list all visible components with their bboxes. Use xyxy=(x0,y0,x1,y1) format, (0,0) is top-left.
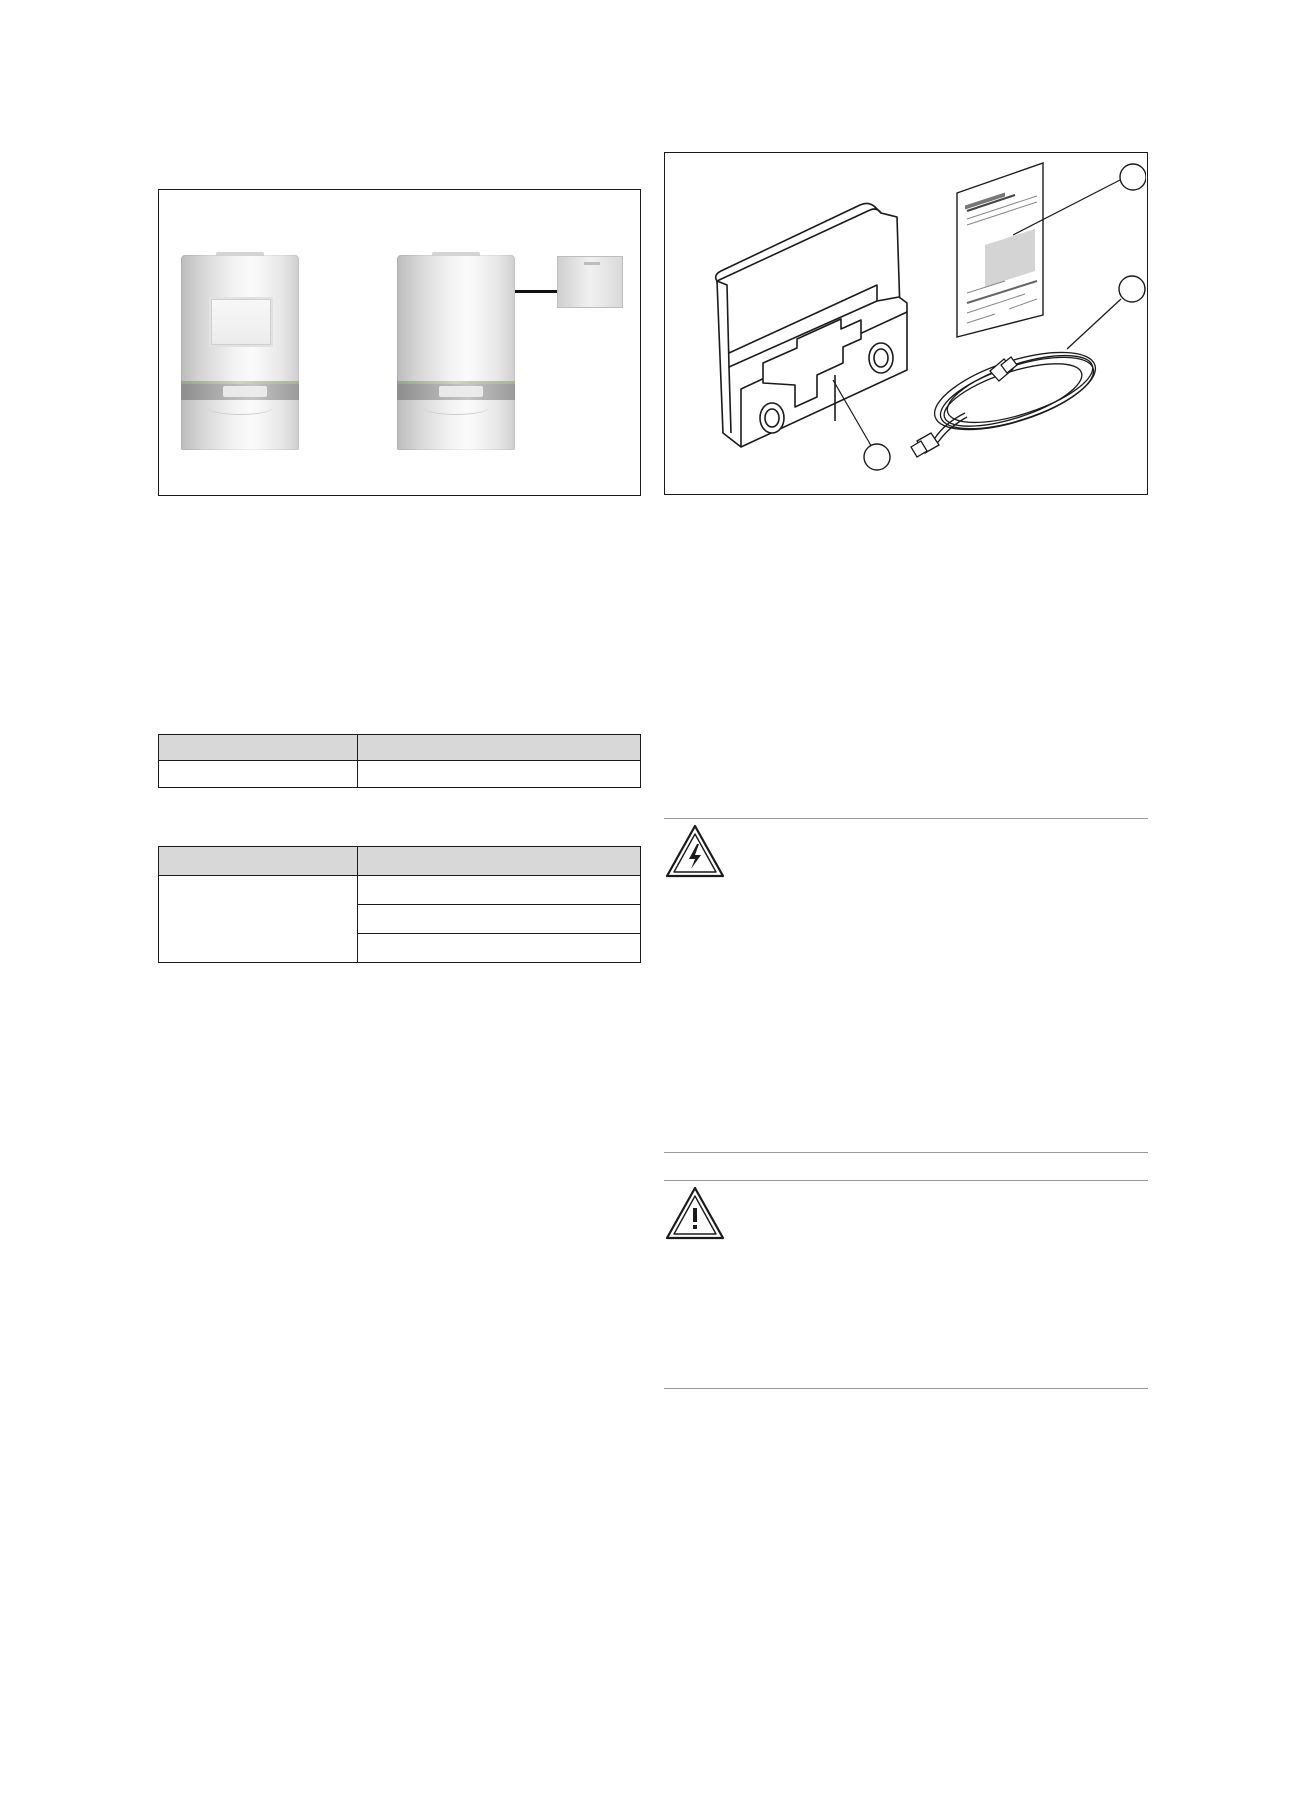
callout-2 xyxy=(1119,276,1145,302)
electric-hazard-icon xyxy=(665,824,725,878)
table-1-header-2 xyxy=(358,735,641,761)
figure-scope-of-delivery xyxy=(664,152,1148,495)
warning-2-top-rule xyxy=(664,1180,1148,1181)
connection-line xyxy=(515,290,557,293)
boiler-with-display xyxy=(181,255,299,450)
boiler-display-screen xyxy=(211,299,271,345)
table-1-header-1 xyxy=(159,735,358,761)
table-2-cell xyxy=(358,905,641,934)
table-2-cell xyxy=(358,934,641,963)
table-1-cell xyxy=(358,761,641,788)
table-2-merged-cell xyxy=(159,876,358,963)
instruction-sheet xyxy=(957,163,1122,337)
warning-1-top-rule xyxy=(664,818,1148,819)
boiler-chin xyxy=(423,400,489,415)
boiler-top-cap xyxy=(432,252,479,256)
table-2-header-2 xyxy=(358,847,641,876)
scope-of-delivery-drawing xyxy=(665,153,1146,493)
boiler-logo xyxy=(439,386,483,397)
bracket-holder xyxy=(716,203,907,449)
external-control-unit xyxy=(557,256,623,308)
table-2 xyxy=(158,846,641,963)
caution-icon xyxy=(665,1186,725,1240)
table-2-header-1 xyxy=(159,847,358,876)
connection-cable xyxy=(911,299,1121,457)
boiler-top-cap xyxy=(216,252,263,256)
warning-2-bottom-rule xyxy=(664,1388,1148,1389)
table-1 xyxy=(158,734,641,788)
callout-3 xyxy=(864,444,890,470)
boiler-chin xyxy=(207,400,273,415)
callout-1 xyxy=(1120,164,1146,190)
table-1-cell xyxy=(159,761,358,788)
boiler-logo xyxy=(223,386,267,397)
table-2-cell xyxy=(358,876,641,905)
external-unit-logo xyxy=(584,262,600,265)
figure-boilers xyxy=(158,189,641,496)
boiler-with-external-control xyxy=(397,255,515,450)
warning-1-bottom-rule xyxy=(664,1152,1148,1153)
